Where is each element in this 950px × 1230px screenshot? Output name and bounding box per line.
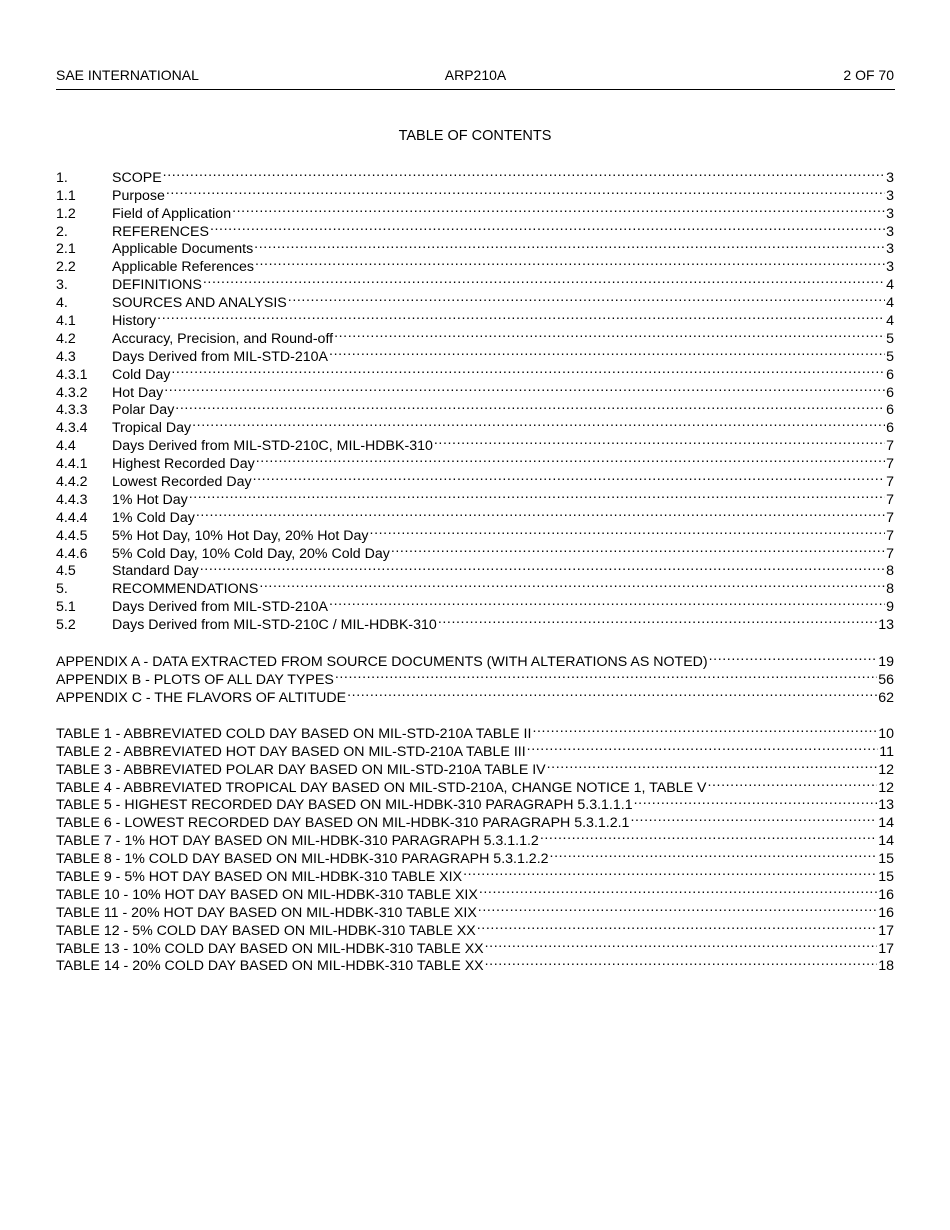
toc-entry-page: 3 [886, 187, 894, 204]
dot-leader [203, 271, 885, 289]
toc-entry-page: 4 [886, 313, 894, 330]
toc-entry[interactable] [56, 325, 894, 347]
dot-leader [288, 289, 885, 307]
toc-entry-number: 4.3 [56, 348, 76, 365]
toc-entry-title: TABLE 3 - ABBREVIATED POLAR DAY BASED ON MIL-STD-210A TABLE IV [56, 761, 546, 778]
toc-entry-number: 4.4.4 [56, 509, 88, 526]
publisher-name: SAE INTERNATIONAL [56, 67, 199, 83]
toc-entry-page: 12 [878, 779, 894, 796]
toc-entry-title: TABLE 12 - 5% COLD DAY BASED ON MIL-HDBK-310 TABLE XX [56, 922, 476, 939]
dot-leader [391, 540, 885, 558]
dot-leader [196, 504, 885, 522]
toc-entry-page: 7 [886, 474, 894, 491]
dot-leader [463, 863, 877, 881]
toc-entry-number: 4.5 [56, 563, 76, 580]
toc-entry[interactable] [56, 307, 894, 330]
toc-entry-page: 7 [886, 438, 894, 455]
toc-entry-page: 8 [886, 563, 894, 580]
toc-entry-title: Days Derived from MIL-STD-210A [112, 348, 329, 365]
dot-leader [479, 881, 877, 899]
toc-entry-page: 5 [886, 348, 894, 365]
toc-entry-number: 5.1 [56, 599, 76, 616]
toc-entry-title: TABLE 14 - 20% COLD DAY BASED ON MIL-HDBK-310 TABLE XX [56, 958, 484, 975]
toc-entry-title: APPENDIX B - PLOTS OF ALL DAY TYPES [56, 671, 334, 688]
toc-entry-title: Days Derived from MIL-STD-210C / MIL-HDBK-310 [112, 617, 437, 634]
toc-entry-title: RECOMMENDATIONS [112, 581, 259, 598]
dot-leader [157, 307, 885, 325]
toc-entry-title: Standard Day [112, 563, 199, 580]
toc-entry[interactable] [56, 720, 894, 742]
toc-entry-number: 4.2 [56, 330, 76, 347]
toc-entry-title: 1% Cold Day [112, 509, 195, 526]
dot-leader [370, 522, 886, 540]
toc-entry-number: 1.1 [56, 187, 76, 204]
dot-leader [634, 792, 878, 810]
toc-entry-page: 4 [886, 277, 894, 294]
toc-entry-page: 4 [886, 295, 894, 312]
toc-entry-number: 4. [56, 295, 68, 312]
document-number: ARP210A [444, 67, 507, 83]
toc-entry-title: APPENDIX C - THE FLAVORS OF ALTITUDE [56, 689, 347, 706]
toc-entry-number: 1. [56, 169, 68, 186]
toc-entry-number: 4.1 [56, 313, 76, 330]
dot-leader [329, 593, 885, 611]
dot-leader [630, 809, 877, 827]
toc-tables [56, 720, 894, 975]
toc-entry-page: 7 [886, 491, 894, 508]
toc-entry-title: Accuracy, Precision, and Round-off [112, 330, 334, 347]
toc-entry-page: 7 [886, 545, 894, 562]
dot-leader [200, 558, 885, 576]
toc-entry-title: History [112, 313, 157, 330]
toc-entry-number: 5. [56, 581, 68, 598]
toc-entry-title: APPENDIX A - DATA EXTRACTED FROM SOURCE DOCUMENTS (WITH ALTERATIONS AS NOTED) [56, 653, 708, 670]
toc-entry-title: Cold Day [112, 366, 171, 383]
toc-entry-title: TABLE 7 - 1% HOT DAY BASED ON MIL-HDBK-310 PARAGRAPH 5.3.1.1.2 [56, 833, 539, 850]
toc-entry[interactable] [56, 182, 894, 204]
toc-entry-title: Lowest Recorded Day [112, 474, 252, 491]
dot-leader [477, 917, 877, 935]
dot-leader [532, 720, 877, 738]
dot-leader [232, 200, 885, 218]
toc-entry-title: Days Derived from MIL-STD-210C, MIL-HDBK-310 [112, 438, 433, 455]
toc-entry-title: TABLE 4 - ABBREVIATED TROPICAL DAY BASED ON MIL-STD-210A, CHANGE NOTICE 1, TABLE V [56, 779, 707, 796]
toc-entry-title: Applicable References [112, 259, 254, 276]
toc-entry-title: Purpose [112, 187, 165, 204]
toc-entry-number: 3. [56, 277, 68, 294]
toc-entry-number: 4.3.1 [56, 366, 88, 383]
toc-entry-page: 16 [878, 886, 894, 903]
toc-entry-title: TABLE 10 - 10% HOT DAY BASED ON MIL-HDBK-310 TABLE XIX [56, 886, 478, 903]
toc-entry-page: 3 [886, 205, 894, 222]
dot-leader [707, 774, 877, 792]
dot-leader [438, 611, 877, 629]
dot-leader [347, 684, 877, 702]
toc-entry-page: 62 [878, 689, 894, 706]
toc-entry-title: TABLE 11 - 20% HOT DAY BASED ON MIL-HDBK-310 TABLE XIX [56, 904, 477, 921]
toc-entry-page: 56 [878, 671, 894, 688]
toc-entry-title: Highest Recorded Day [112, 456, 255, 473]
toc-entry-number: 4.3.4 [56, 420, 88, 437]
page-header [56, 67, 895, 90]
dot-leader [478, 899, 877, 917]
toc-entry-number: 2. [56, 223, 68, 240]
dot-leader [171, 361, 885, 379]
toc-entry[interactable] [56, 648, 894, 670]
toc-entry-page: 16 [878, 904, 894, 921]
toc-entry-page: 19 [878, 653, 894, 670]
toc-entry-title: REFERENCES [112, 223, 209, 240]
dot-leader [434, 432, 885, 450]
toc-entry-page: 15 [878, 869, 894, 886]
toc-entry-page: 14 [878, 833, 894, 850]
toc-entry-number: 2.1 [56, 241, 76, 258]
toc-entry-title: Field of Application [112, 205, 232, 222]
toc-entry-title: TABLE 6 - LOWEST RECORDED DAY BASED ON MIL-HDBK-310 PARAGRAPH 5.3.1.2.1 [56, 815, 630, 832]
toc-entry-title: Hot Day [112, 384, 164, 401]
toc-entry-page: 9 [886, 599, 894, 616]
toc-entry-number: 1.2 [56, 205, 76, 222]
dot-leader [334, 325, 885, 343]
dot-leader [527, 738, 879, 756]
dot-leader [485, 953, 878, 971]
toc-entry-page: 12 [878, 761, 894, 778]
toc-sections [56, 164, 894, 634]
toc-entry-number: 4.4.1 [56, 456, 88, 473]
toc-entry-title: DEFINITIONS [112, 277, 202, 294]
toc-entry-title: TABLE 5 - HIGHEST RECORDED DAY BASED ON MIL-HDBK-310 PARAGRAPH 5.3.1.1.1 [56, 797, 633, 814]
toc-entry[interactable] [56, 414, 894, 437]
toc-entry-page: 7 [886, 509, 894, 526]
toc-entry-title: SOURCES AND ANALYSIS [112, 295, 287, 312]
dot-leader [550, 845, 878, 863]
toc-entry-title: TABLE 13 - 10% COLD DAY BASED ON MIL-HDBK-310 TABLE XX [56, 940, 484, 957]
page-indicator: 2 OF 70 [843, 67, 894, 83]
toc-entry-page: 3 [886, 169, 894, 186]
toc-entry-number: 2.2 [56, 259, 76, 276]
toc-entry-title: 5% Cold Day, 10% Cold Day, 20% Cold Day [112, 545, 390, 562]
dot-leader [329, 343, 885, 361]
toc-entry[interactable] [56, 200, 894, 222]
toc-entry-page: 6 [886, 420, 894, 437]
dot-leader [540, 827, 877, 845]
toc-entry-title: 1% Hot Day [112, 491, 188, 508]
dot-leader [259, 575, 885, 593]
dot-leader [189, 486, 885, 504]
toc-entry-page: 7 [886, 527, 894, 544]
toc-entry-number: 4.3.3 [56, 402, 88, 419]
toc-entry-number: 4.4.3 [56, 491, 88, 508]
dot-leader [210, 218, 885, 236]
toc-entry-title: Polar Day [112, 402, 175, 419]
toc-entry-title: TABLE 1 - ABBREVIATED COLD DAY BASED ON MIL-STD-210A TABLE II [56, 725, 532, 742]
toc-entry-number: 4.3.2 [56, 384, 88, 401]
toc-entry-page: 6 [886, 366, 894, 383]
toc-title: TABLE OF CONTENTS [398, 128, 552, 144]
toc-entry-page: 18 [878, 958, 894, 975]
toc-entry-page: 14 [878, 815, 894, 832]
toc-appendices [56, 648, 894, 706]
toc-entry-number: 4.4 [56, 438, 76, 455]
dot-leader [485, 935, 878, 953]
toc-entry-page: 10 [878, 725, 894, 742]
toc-entry-page: 7 [886, 456, 894, 473]
toc-entry-title: SCOPE [112, 169, 162, 186]
toc-entry-title: TABLE 9 - 5% HOT DAY BASED ON MIL-HDBK-310 TABLE XIX [56, 869, 463, 886]
toc-entry-page: 17 [878, 922, 894, 939]
dot-leader [547, 756, 878, 774]
toc-entry-number: 4.4.6 [56, 545, 88, 562]
toc-entry-page: 6 [886, 402, 894, 419]
toc-entry-page: 11 [879, 743, 894, 760]
dot-leader [335, 666, 877, 684]
toc-entry-title: Tropical Day [112, 420, 192, 437]
toc-entry-number: 4.4.2 [56, 474, 88, 491]
toc-entry[interactable] [56, 397, 894, 419]
toc-entry-title: Applicable Documents [112, 241, 254, 258]
dot-leader [163, 164, 885, 182]
toc-entry-title: TABLE 2 - ABBREVIATED HOT DAY BASED ON MIL-STD-210A TABLE III [56, 743, 526, 760]
toc-entry-page: 13 [878, 617, 894, 634]
toc-entry[interactable] [56, 379, 894, 401]
toc-entry[interactable] [56, 164, 894, 186]
dot-leader [175, 397, 885, 415]
toc-entry[interactable] [56, 361, 894, 383]
toc-entry-number: 4.4.5 [56, 527, 88, 544]
toc-entry-page: 13 [878, 797, 894, 814]
dot-leader [164, 379, 885, 397]
dot-leader [253, 468, 886, 486]
toc-entry-page: 15 [878, 851, 894, 868]
dot-leader [192, 414, 885, 432]
toc-entry-page: 17 [878, 940, 894, 957]
toc-entry-number: 5.2 [56, 617, 76, 634]
dot-leader [166, 182, 885, 200]
dot-leader [709, 648, 878, 666]
toc-entry-title: 5% Hot Day, 10% Hot Day, 20% Hot Day [112, 527, 369, 544]
toc-entry-page: 6 [886, 384, 894, 401]
toc-entry-page: 8 [886, 581, 894, 598]
toc-entry-page: 5 [886, 330, 894, 347]
toc-entry-page: 3 [886, 259, 894, 276]
toc-entry-title: TABLE 8 - 1% COLD DAY BASED ON MIL-HDBK-310 PARAGRAPH 5.3.1.2.2 [56, 851, 549, 868]
dot-leader [254, 236, 885, 254]
toc-entry-title: Days Derived from MIL-STD-210A [112, 599, 329, 616]
dot-leader [256, 450, 885, 468]
toc-entry-page: 3 [886, 223, 894, 240]
dot-leader [255, 253, 885, 271]
toc-entry-page: 3 [886, 241, 894, 258]
